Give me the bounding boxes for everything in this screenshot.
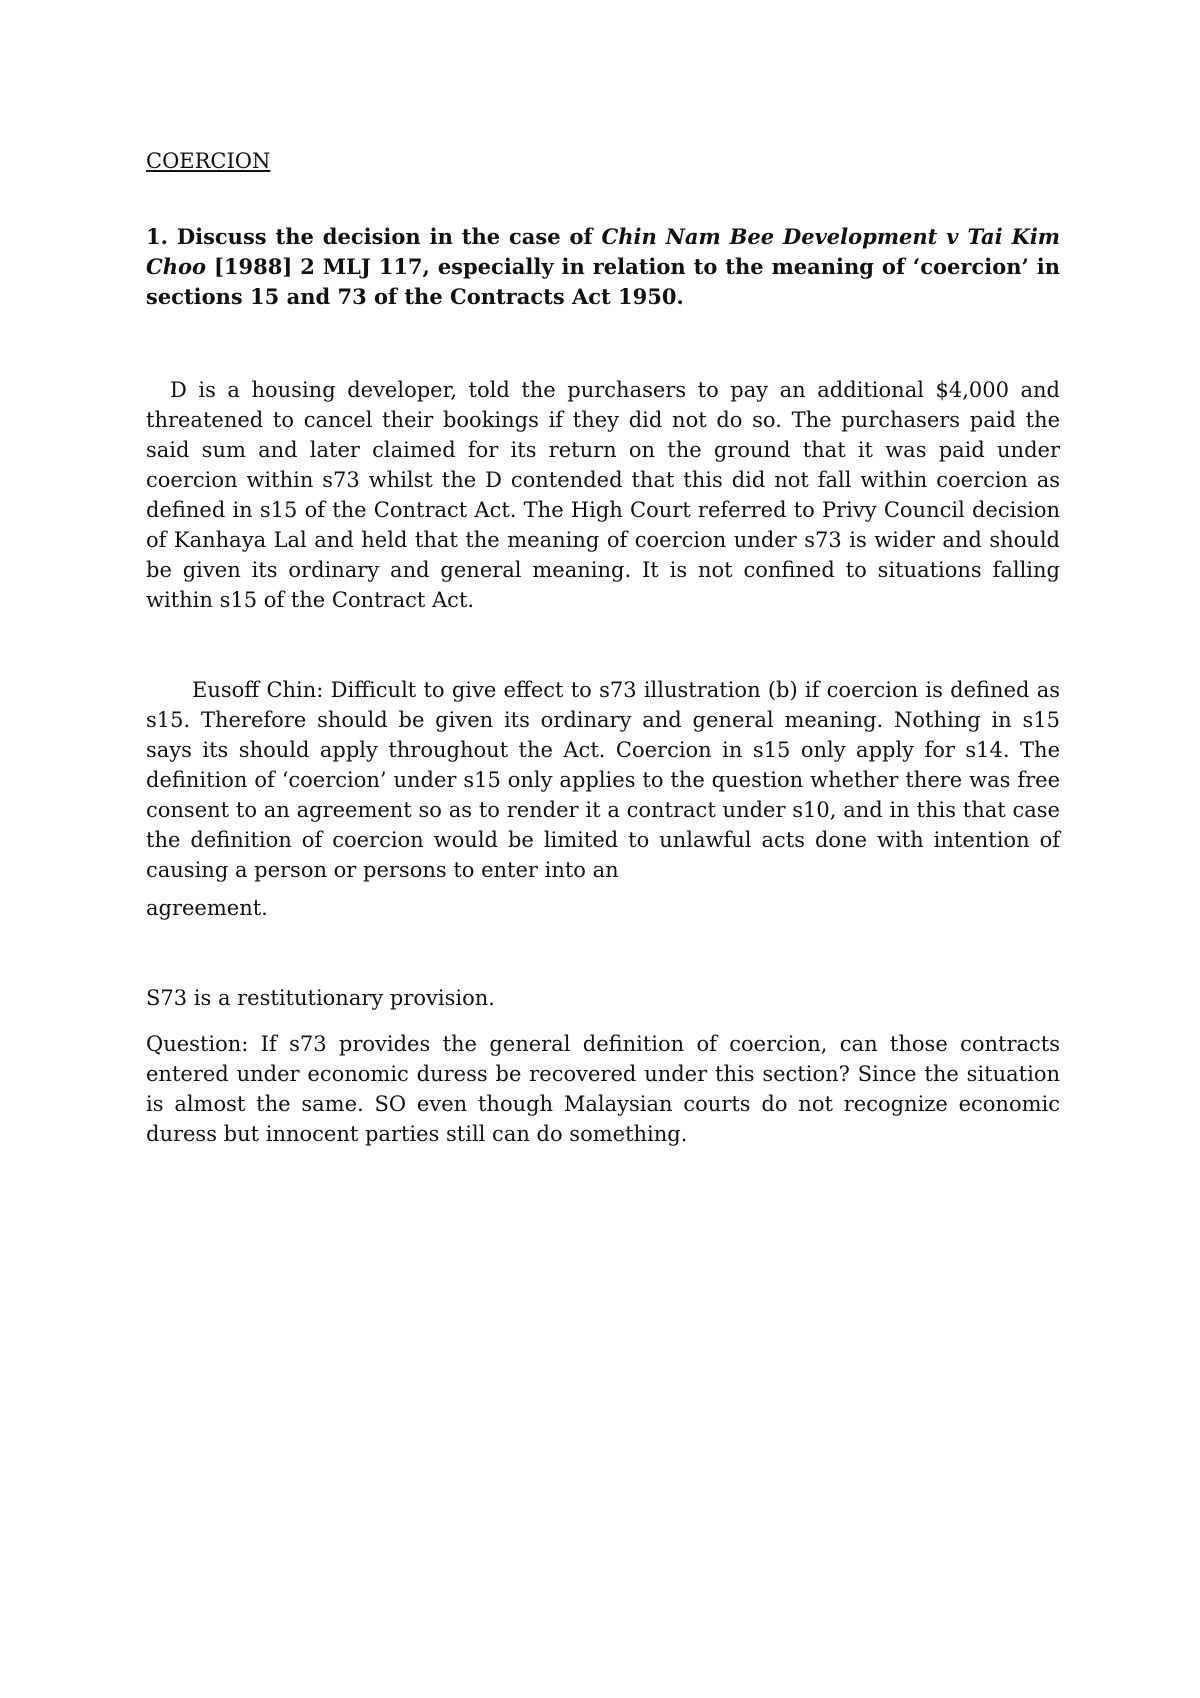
question-number: 1. [146, 224, 168, 249]
eusoff-chin-paragraph: Eusoff Chin: Difficult to give effect to s73 illustration (b) if coercion is defined as s15. Therefore should be given its ordinary and general meaning. Nothing in s15 says its should apply throughout the Act. Coercion in s15 only apply for s14. The definition of ‘coercion’ under s15 only applies to the question whether there was free consent to an agreement so as to render it a contract under s10, and in this that case the definition of coercion would be limited to unlawful acts done with intention of causing a person or persons to enter into an [146, 678, 1060, 882]
document-body [146, 146, 1060, 1149]
eusoff-chin-paragraph-tail: agreement. [146, 896, 268, 920]
facts-paragraph: D is a housing developer, told the purchasers to pay an additional $4,000 and threatened to cancel their bookings if they did not do so. The purchasers paid the said sum and later claimed for its return on the ground that it was paid under coercion within s73 whilst the D contended that this did not fall within coercion as defined in s15 of the Contract Act. The High Court referred to Privy Council decision of Kanhaya Lal and held that the meaning of coercion under s73 is wider and should be given its ordinary and general meaning. It is not confined to situations falling within s15 of the Contract Act. [146, 378, 1060, 612]
discussion-question [146, 222, 1060, 312]
restitutionary-paragraph: S73 is a restitutionary provision. [146, 986, 495, 1010]
question-citation: [1988] 2 MLJ 117, especially in relation to the meaning of ‘coercion’ in sections 15 and 73 of the Contracts Act 1950. [146, 254, 1061, 309]
question-lead: Discuss the decision in the case of [176, 224, 593, 249]
document-heading: COERCION [146, 149, 271, 173]
economic-duress-question: Question: If s73 provides the general definition of coercion, can those contracts entered under economic duress be recovered under this section? Since the situation is almost the same. SO even though Malaysian courts do not recognize economic duress but innocent parties still can do something. [146, 1032, 1060, 1146]
case-name: Chin Nam Bee Development v Tai Kim Choo [146, 224, 1061, 279]
